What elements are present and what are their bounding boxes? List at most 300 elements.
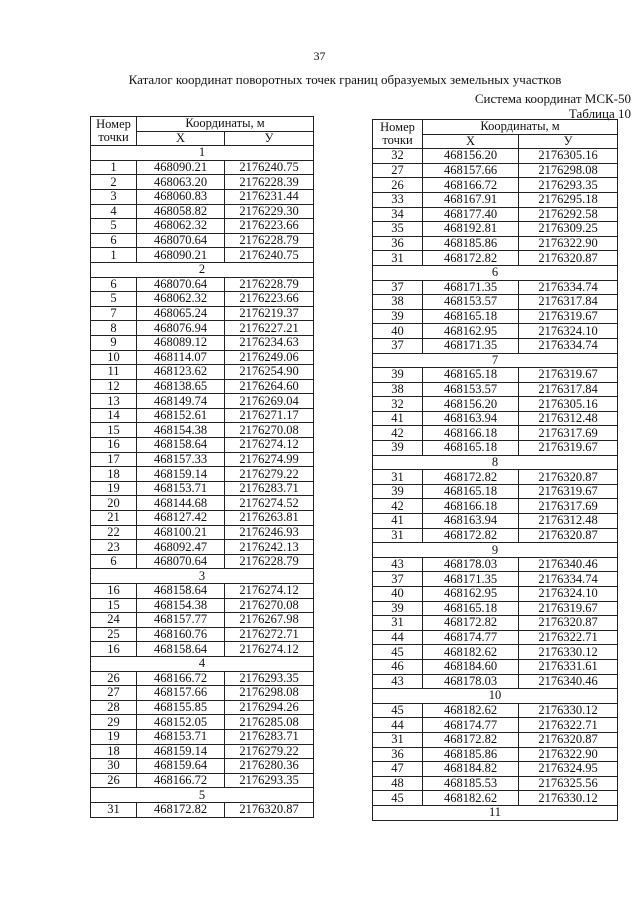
point-number-cell: 36 — [373, 747, 423, 762]
x-coordinate-cell: 468154.38 — [137, 423, 225, 438]
y-coordinate-cell: 2176320.87 — [519, 616, 618, 631]
x-coordinate-cell: 468100.21 — [137, 525, 225, 540]
y-coordinate-cell: 2176274.12 — [225, 584, 314, 599]
x-coordinate-cell: 468154.38 — [137, 598, 225, 613]
x-coordinate-cell: 468157.66 — [137, 686, 225, 701]
table-row — [91, 627, 314, 642]
point-number-cell: 45 — [373, 791, 423, 806]
table-row — [373, 236, 618, 251]
x-coordinate-cell: 468070.64 — [137, 233, 225, 248]
table-row — [373, 411, 618, 426]
point-number-cell: 39 — [373, 601, 423, 616]
x-coordinate-cell: 468174.77 — [423, 630, 519, 645]
section-row — [91, 656, 314, 671]
table-row — [373, 791, 618, 806]
y-coordinate-cell: 2176219.37 — [225, 306, 314, 321]
point-number-cell: 31 — [373, 251, 423, 266]
table-row — [373, 557, 618, 572]
y-coordinate-cell: 2176320.87 — [519, 732, 618, 747]
y-coordinate-cell: 2176340.46 — [519, 557, 618, 572]
point-number-cell: 37 — [373, 338, 423, 353]
x-coordinate-cell: 468155.85 — [137, 700, 225, 715]
x-coordinate-cell: 468062.32 — [137, 292, 225, 307]
y-coordinate-cell: 2176274.12 — [225, 642, 314, 657]
y-coordinate-cell: 2176325.56 — [519, 776, 618, 791]
point-number-cell: 2 — [91, 175, 137, 190]
section-number: 8 — [373, 455, 618, 470]
x-coordinate-cell: 468153.71 — [137, 729, 225, 744]
table-number-label: Таблица 10 — [568, 106, 631, 121]
y-coordinate-cell: 2176285.08 — [225, 715, 314, 730]
y-coordinate-cell: 2176294.26 — [225, 700, 314, 715]
point-number-cell: 14 — [91, 408, 137, 423]
table-row — [373, 616, 618, 631]
y-coordinate-cell: 2176263.81 — [225, 511, 314, 526]
table-row — [91, 248, 314, 263]
point-number-cell: 43 — [373, 557, 423, 572]
table-row — [91, 204, 314, 219]
x-coordinate-cell: 468158.64 — [137, 642, 225, 657]
y-coordinate-cell: 2176228.39 — [225, 175, 314, 190]
y-coordinate-cell: 2176270.08 — [225, 598, 314, 613]
point-number-cell: 21 — [91, 511, 137, 526]
y-coordinate-cell: 2176293.35 — [519, 178, 618, 193]
point-number-header-line1: Номер — [96, 117, 131, 132]
point-number-cell: 15 — [91, 598, 137, 613]
y-coordinate-cell: 2176324.95 — [519, 762, 618, 777]
y-coordinate-cell: 2176324.10 — [519, 587, 618, 602]
section-number: 7 — [373, 353, 618, 368]
table-row — [91, 219, 314, 234]
x-coordinate-cell: 468172.82 — [423, 528, 519, 543]
x-coordinate-cell: 468172.82 — [423, 732, 519, 747]
table-row — [91, 481, 314, 496]
section-number: 11 — [373, 805, 618, 820]
x-coordinate-cell: 468165.18 — [423, 601, 519, 616]
section-row — [373, 455, 618, 470]
point-number-cell: 16 — [91, 642, 137, 657]
point-number-cell: 28 — [91, 700, 137, 715]
y-coordinate-cell: 2176228.79 — [225, 554, 314, 569]
x-column-header: X — [423, 134, 519, 149]
x-coordinate-cell: 468076.94 — [137, 321, 225, 336]
x-coordinate-cell: 468171.35 — [423, 572, 519, 587]
table-row — [373, 659, 618, 674]
table-row — [91, 525, 314, 540]
y-coordinate-cell: 2176320.87 — [519, 470, 618, 485]
y-coordinate-cell: 2176234.63 — [225, 335, 314, 350]
x-coordinate-cell: 468062.32 — [137, 219, 225, 234]
section-number: 6 — [373, 265, 618, 280]
point-number-cell: 11 — [91, 365, 137, 380]
y-coordinate-cell: 2176280.36 — [225, 759, 314, 774]
point-number-cell: 34 — [373, 207, 423, 222]
x-coordinate-cell: 468152.61 — [137, 408, 225, 423]
y-coordinate-cell: 2176274.12 — [225, 438, 314, 453]
x-coordinate-cell: 468182.62 — [423, 703, 519, 718]
point-number-header — [91, 117, 137, 146]
y-coordinate-cell: 2176319.67 — [519, 601, 618, 616]
point-number-cell: 3 — [91, 189, 137, 204]
point-number-header-line2: точки — [98, 130, 129, 145]
table-row — [91, 306, 314, 321]
table-row — [91, 379, 314, 394]
y-coordinate-cell: 2176254.90 — [225, 365, 314, 380]
point-number-cell: 16 — [91, 438, 137, 453]
section-row — [373, 265, 618, 280]
table-row — [91, 496, 314, 511]
y-coordinate-cell: 2176312.48 — [519, 411, 618, 426]
table-row — [373, 163, 618, 178]
point-number-cell: 7 — [91, 306, 137, 321]
point-number-cell: 6 — [91, 233, 137, 248]
x-coordinate-cell: 468165.18 — [423, 484, 519, 499]
table-row — [373, 470, 618, 485]
x-coordinate-cell: 468158.64 — [137, 438, 225, 453]
table-row — [91, 394, 314, 409]
point-number-cell: 38 — [373, 295, 423, 310]
x-coordinate-cell: 468184.82 — [423, 762, 519, 777]
x-coordinate-cell: 468171.35 — [423, 280, 519, 295]
y-coordinate-cell: 2176305.16 — [519, 397, 618, 412]
x-coordinate-cell: 468153.57 — [423, 382, 519, 397]
point-number-cell: 47 — [373, 762, 423, 777]
y-coordinate-cell: 2176320.87 — [519, 251, 618, 266]
y-coordinate-cell: 2176298.08 — [519, 163, 618, 178]
y-coordinate-cell: 2176269.04 — [225, 394, 314, 409]
table-row — [91, 554, 314, 569]
y-coordinate-cell: 2176317.69 — [519, 499, 618, 514]
y-coordinate-cell: 2176274.52 — [225, 496, 314, 511]
y-coordinate-cell: 2176223.66 — [225, 219, 314, 234]
table-row — [373, 338, 618, 353]
y-coordinate-cell: 2176271.17 — [225, 408, 314, 423]
table-row — [373, 222, 618, 237]
y-coordinate-cell: 2176305.16 — [519, 149, 618, 164]
x-coordinate-cell: 468192.81 — [423, 222, 519, 237]
table-row — [91, 715, 314, 730]
point-number-cell: 42 — [373, 426, 423, 441]
table-row — [373, 630, 618, 645]
x-coordinate-cell: 468171.35 — [423, 338, 519, 353]
table-row — [91, 540, 314, 555]
y-coordinate-cell: 2176322.90 — [519, 236, 618, 251]
point-number-cell: 18 — [91, 744, 137, 759]
point-number-cell: 19 — [91, 481, 137, 496]
x-coordinate-cell: 468166.18 — [423, 426, 519, 441]
point-number-cell: 23 — [91, 540, 137, 555]
x-coordinate-cell: 468165.18 — [423, 309, 519, 324]
y-coordinate-cell: 2176330.12 — [519, 645, 618, 660]
x-coordinate-cell: 468163.94 — [423, 514, 519, 529]
table-row — [373, 572, 618, 587]
x-coordinate-cell: 468174.77 — [423, 718, 519, 733]
page-number: 37 — [313, 49, 326, 63]
point-number-cell: 5 — [91, 292, 137, 307]
section-number: 9 — [373, 543, 618, 558]
point-number-cell: 31 — [373, 732, 423, 747]
y-coordinate-cell: 2176283.71 — [225, 481, 314, 496]
x-coordinate-cell: 468159.14 — [137, 744, 225, 759]
table-row — [373, 382, 618, 397]
x-coordinate-cell: 468144.68 — [137, 496, 225, 511]
x-coordinate-cell: 468167.91 — [423, 192, 519, 207]
table-row — [373, 514, 618, 529]
x-coordinate-cell: 468149.74 — [137, 394, 225, 409]
table-row — [91, 686, 314, 701]
x-coordinate-cell: 468157.77 — [137, 613, 225, 628]
point-number-cell: 19 — [91, 729, 137, 744]
table-row — [91, 438, 314, 453]
x-coordinate-cell: 468166.72 — [137, 671, 225, 686]
point-number-cell: 44 — [373, 630, 423, 645]
x-coordinate-cell: 468156.20 — [423, 149, 519, 164]
y-coordinate-cell: 2176283.71 — [225, 729, 314, 744]
point-number-cell: 6 — [91, 554, 137, 569]
x-coordinate-cell: 468182.62 — [423, 791, 519, 806]
table-row — [373, 251, 618, 266]
table-row — [91, 744, 314, 759]
point-number-cell: 33 — [373, 192, 423, 207]
x-coordinate-cell: 468177.40 — [423, 207, 519, 222]
section-number: 10 — [373, 689, 618, 704]
y-coordinate-cell: 2176320.87 — [225, 802, 314, 817]
y-coordinate-cell: 2176330.12 — [519, 703, 618, 718]
y-coordinate-cell: 2176240.75 — [225, 248, 314, 263]
point-number-cell: 29 — [91, 715, 137, 730]
section-row — [373, 353, 618, 368]
table-row — [373, 309, 618, 324]
point-number-cell: 6 — [91, 277, 137, 292]
table-row — [91, 189, 314, 204]
x-coordinate-cell: 468172.82 — [423, 470, 519, 485]
point-number-cell: 46 — [373, 659, 423, 674]
point-number-cell: 37 — [373, 280, 423, 295]
section-row — [91, 788, 314, 803]
y-coordinate-cell: 2176322.90 — [519, 747, 618, 762]
table-row — [91, 773, 314, 788]
x-coordinate-cell: 468184.60 — [423, 659, 519, 674]
y-coordinate-cell: 2176240.75 — [225, 160, 314, 175]
point-number-header-line2: точки — [382, 133, 413, 148]
x-coordinate-cell: 468172.82 — [423, 616, 519, 631]
x-coordinate-cell: 468166.72 — [423, 178, 519, 193]
point-number-cell: 22 — [91, 525, 137, 540]
point-number-cell: 32 — [373, 149, 423, 164]
point-number-cell: 12 — [91, 379, 137, 394]
y-coordinate-cell: 2176331.61 — [519, 659, 618, 674]
point-number-cell: 32 — [373, 397, 423, 412]
table-row — [91, 584, 314, 599]
table-row — [373, 762, 618, 777]
table-row — [373, 178, 618, 193]
x-coordinate-cell: 468185.86 — [423, 236, 519, 251]
table-row — [373, 776, 618, 791]
table-row — [373, 324, 618, 339]
table-row — [91, 321, 314, 336]
point-number-cell: 8 — [91, 321, 137, 336]
y-coordinate-cell: 2176293.35 — [225, 671, 314, 686]
y-coordinate-cell: 2176340.46 — [519, 674, 618, 689]
y-coordinate-cell: 2176229.30 — [225, 204, 314, 219]
table-row — [91, 160, 314, 175]
x-coordinate-cell: 468185.86 — [423, 747, 519, 762]
point-number-cell: 16 — [91, 584, 137, 599]
point-number-cell: 27 — [373, 163, 423, 178]
y-coordinate-cell: 2176319.67 — [519, 484, 618, 499]
coordinates-table-right — [372, 119, 618, 821]
section-row — [373, 689, 618, 704]
y-coordinate-cell: 2176249.06 — [225, 350, 314, 365]
table-row — [373, 528, 618, 543]
table-row — [373, 703, 618, 718]
table-row — [91, 423, 314, 438]
table-row — [373, 295, 618, 310]
table-row — [373, 718, 618, 733]
point-number-cell: 26 — [91, 773, 137, 788]
table-row — [91, 408, 314, 423]
section-number: 5 — [91, 788, 314, 803]
y-coordinate-cell: 2176228.79 — [225, 233, 314, 248]
point-number-cell: 5 — [91, 219, 137, 234]
point-number-header-line1: Номер — [380, 120, 415, 135]
point-number-cell: 41 — [373, 514, 423, 529]
y-coordinate-cell: 2176317.84 — [519, 382, 618, 397]
coordinates-header: Координаты, м — [137, 117, 314, 132]
section-row — [91, 569, 314, 584]
x-coordinate-cell: 468058.82 — [137, 204, 225, 219]
y-coordinate-cell: 2176319.67 — [519, 441, 618, 456]
point-number-cell: 31 — [373, 470, 423, 485]
x-coordinate-cell: 468159.64 — [137, 759, 225, 774]
section-row — [91, 146, 314, 161]
section-number: 1 — [91, 146, 314, 161]
y-coordinate-cell: 2176319.67 — [519, 309, 618, 324]
x-coordinate-cell: 468166.18 — [423, 499, 519, 514]
x-coordinate-cell: 468152.05 — [137, 715, 225, 730]
point-number-cell: 27 — [91, 686, 137, 701]
table-row — [91, 277, 314, 292]
x-coordinate-cell: 468185.53 — [423, 776, 519, 791]
y-coordinate-cell: 2176298.08 — [225, 686, 314, 701]
x-coordinate-cell: 468153.57 — [423, 295, 519, 310]
point-number-cell: 40 — [373, 587, 423, 602]
x-coordinate-cell: 468166.72 — [137, 773, 225, 788]
point-number-cell: 39 — [373, 484, 423, 499]
point-number-cell: 37 — [373, 572, 423, 587]
x-coordinate-cell: 468157.66 — [423, 163, 519, 178]
y-coordinate-cell: 2176319.67 — [519, 368, 618, 383]
x-coordinate-cell: 468060.83 — [137, 189, 225, 204]
point-number-cell: 36 — [373, 236, 423, 251]
point-number-cell: 48 — [373, 776, 423, 791]
point-number-cell: 43 — [373, 674, 423, 689]
y-coordinate-cell: 2176322.71 — [519, 718, 618, 733]
y-coordinate-cell: 2176228.79 — [225, 277, 314, 292]
x-coordinate-cell: 468178.03 — [423, 557, 519, 572]
point-number-cell: 1 — [91, 248, 137, 263]
point-number-cell: 13 — [91, 394, 137, 409]
table-row — [373, 280, 618, 295]
table-row — [91, 700, 314, 715]
point-number-cell: 30 — [91, 759, 137, 774]
y-coordinate-cell: 2176295.18 — [519, 192, 618, 207]
table-row — [91, 452, 314, 467]
x-coordinate-cell: 468165.18 — [423, 368, 519, 383]
y-coordinate-cell: 2176274.99 — [225, 452, 314, 467]
y-coordinate-cell: 2176320.87 — [519, 528, 618, 543]
y-coordinate-cell: 2176223.66 — [225, 292, 314, 307]
x-coordinate-cell: 468070.64 — [137, 554, 225, 569]
section-number: 3 — [91, 569, 314, 584]
y-column-header: У — [225, 131, 314, 146]
x-coordinate-cell: 468092.47 — [137, 540, 225, 555]
point-number-cell: 31 — [373, 528, 423, 543]
y-coordinate-cell: 2176270.08 — [225, 423, 314, 438]
table-row — [91, 642, 314, 657]
point-number-cell: 17 — [91, 452, 137, 467]
point-number-cell: 39 — [373, 309, 423, 324]
y-coordinate-cell: 2176264.60 — [225, 379, 314, 394]
x-coordinate-cell: 468138.65 — [137, 379, 225, 394]
table-row — [91, 598, 314, 613]
point-number-cell: 45 — [373, 645, 423, 660]
y-coordinate-cell: 2176317.84 — [519, 295, 618, 310]
coordinate-system-label: Система координат МСК-50 — [474, 91, 631, 106]
point-number-cell: 25 — [91, 627, 137, 642]
point-number-cell: 38 — [373, 382, 423, 397]
table-row — [373, 484, 618, 499]
y-coordinate-cell: 2176267.98 — [225, 613, 314, 628]
x-coordinate-cell: 468158.64 — [137, 584, 225, 599]
x-coordinate-cell: 468063.20 — [137, 175, 225, 190]
point-number-cell: 41 — [373, 411, 423, 426]
table-row — [91, 802, 314, 817]
x-coordinate-cell: 468114.07 — [137, 350, 225, 365]
point-number-cell: 18 — [91, 467, 137, 482]
x-coordinate-cell: 468159.14 — [137, 467, 225, 482]
y-coordinate-cell: 2176279.22 — [225, 467, 314, 482]
table-row — [373, 207, 618, 222]
x-coordinate-cell: 468165.18 — [423, 441, 519, 456]
table-row — [91, 671, 314, 686]
x-coordinate-cell: 468127.42 — [137, 511, 225, 526]
y-coordinate-cell: 2176312.48 — [519, 514, 618, 529]
table-row — [91, 233, 314, 248]
x-coordinate-cell: 468089.12 — [137, 335, 225, 350]
point-number-cell: 44 — [373, 718, 423, 733]
y-coordinate-cell: 2176334.74 — [519, 280, 618, 295]
x-coordinate-cell: 468153.71 — [137, 481, 225, 496]
y-coordinate-cell: 2176272.71 — [225, 627, 314, 642]
x-coordinate-cell: 468090.21 — [137, 160, 225, 175]
section-number: 4 — [91, 656, 314, 671]
y-coordinate-cell: 2176231.44 — [225, 189, 314, 204]
x-coordinate-cell: 468162.95 — [423, 587, 519, 602]
table-row — [91, 292, 314, 307]
table-row — [91, 335, 314, 350]
table-row — [91, 350, 314, 365]
y-coordinate-cell: 2176279.22 — [225, 744, 314, 759]
point-number-cell: 40 — [373, 324, 423, 339]
x-coordinate-cell: 468123.62 — [137, 365, 225, 380]
y-coordinate-cell: 2176330.12 — [519, 791, 618, 806]
coordinates-table-left — [90, 116, 314, 818]
point-number-cell: 9 — [91, 335, 137, 350]
y-coordinate-cell: 2176334.74 — [519, 572, 618, 587]
point-number-cell: 10 — [91, 350, 137, 365]
table-row — [373, 747, 618, 762]
